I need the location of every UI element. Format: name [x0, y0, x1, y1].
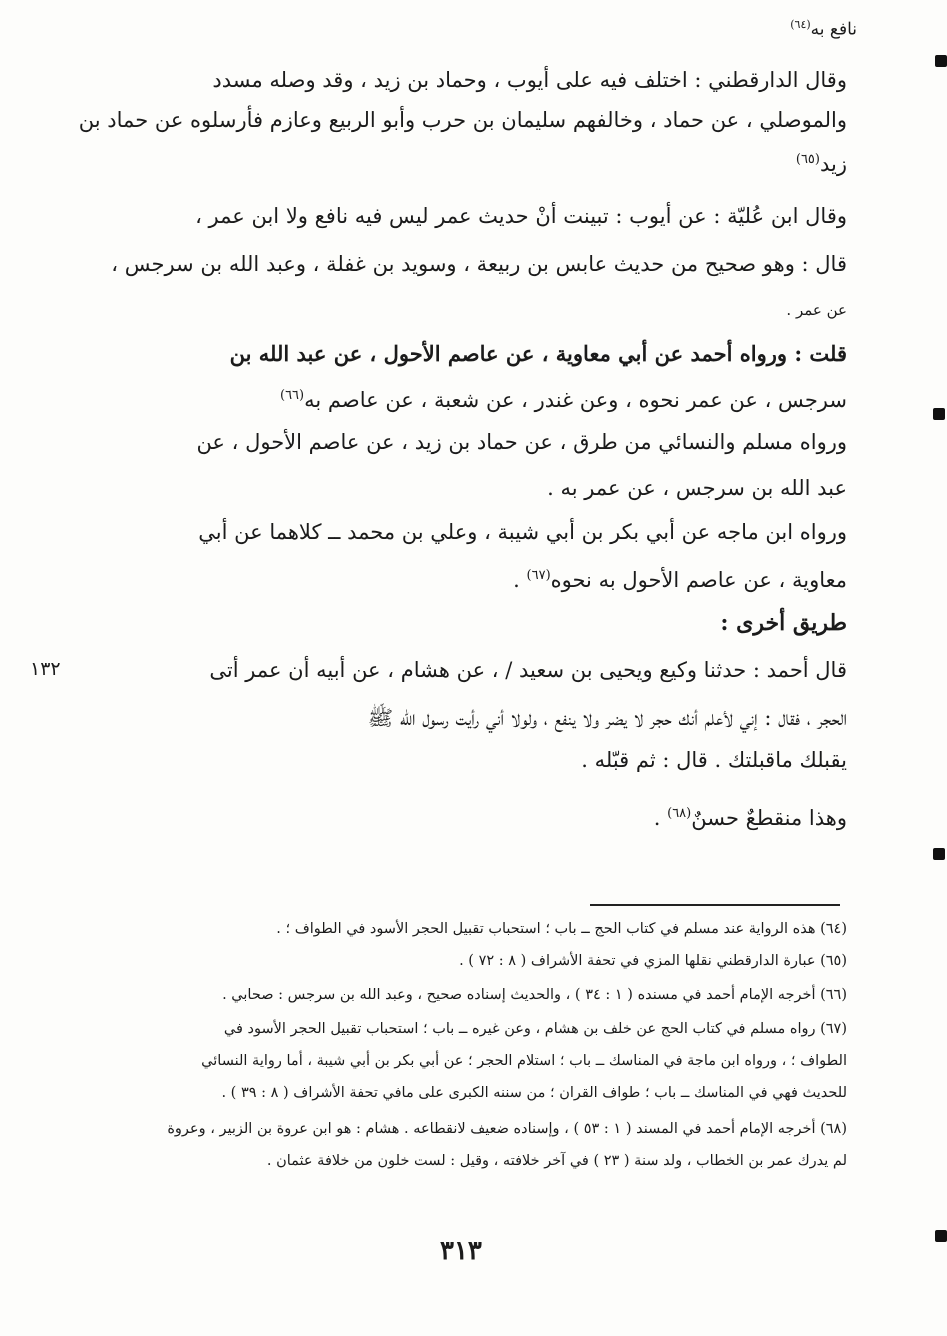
text-line: ورواه ابن ماجه عن أبي بكر بن أبي شيبة ، وعلي بن محمد ــ كلاهما عن أبي: [198, 520, 847, 544]
footnote-ref-67: (٦٧): [526, 568, 551, 583]
margin-page-marker: ١٣٢: [30, 658, 61, 680]
section-heading: طريق أخرى :: [720, 610, 847, 636]
text-line: يقبلك ماقبلتك . قال : ثم قبّله .: [581, 748, 847, 772]
running-head-text: نافع به: [810, 19, 857, 40]
footnote-line: (٦٦) أخرجه الإمام أحمد في مسنده ( ١ : ٣٤ ) ، والحديث إسناده صحيح ، وعبد الله بن سرجس : صحابي .: [222, 987, 847, 1003]
text-line: قلت : ورواه أحمد عن أبي معاوية ، عن عاصم الأحول ، عن عبد الله بن: [229, 341, 847, 366]
scan-edge-mark: [933, 408, 945, 420]
footnote-ref-64: (٦٤): [790, 18, 811, 31]
text-line: عبد الله بن سرجس ، عن عمر به .: [547, 476, 847, 500]
text-line: وقال الدارقطني : اختلف فيه على أيوب ، وحماد بن زيد ، وقد وصله مسدد: [212, 68, 847, 92]
text-line: [654, 800, 847, 832]
footnote-separator: [590, 904, 840, 906]
running-head: [790, 18, 857, 40]
scan-edge-mark: [935, 1230, 947, 1242]
scan-edge-mark: [933, 848, 945, 860]
text-line: والموصلي ، عن حماد ، وخالفهم سليمان بن حرب وأبو الربيع وعازم فأرسلوه عن حماد بن: [78, 108, 847, 132]
footnote-ref-68: (٦٨): [667, 806, 692, 821]
footnote-line: (٦٨) أخرجه الإمام أحمد في المسند ( ١ : ٥٣ ) ، وإسناده ضعيف لانقطاعه . هشام : هو ابن عروة بن الزبير ، وعروة: [167, 1121, 847, 1137]
text-line: عن عمر .: [786, 301, 847, 319]
text-fragment: .: [653, 806, 668, 830]
text-fragment: وهذا منقطعٌ حسنٌ: [691, 806, 847, 830]
text-line: [280, 382, 847, 414]
text-line: قال أحمد : حدثنا وكيع ويحيى بن سعيد / ، عن هشام ، عن أبيه أن عمر أتى: [209, 658, 847, 682]
text-line: ورواه مسلم والنسائي من طرق ، عن حماد بن زيد ، عن عاصم الأحول ، عن: [196, 430, 847, 454]
footnote-line: لم يدرك عمر بن الخطاب ، ولد سنة ( ٢٣ ) في آخر خلافته ، وقيل : لست خلون من خلافة عثمان .: [266, 1153, 847, 1169]
text-fragment: سرجس ، عن عمر نحوه ، وعن غندر ، عن شعبة ، عن عاصم به: [304, 388, 847, 412]
scan-edge-mark: [935, 55, 947, 67]
text-line: [513, 562, 847, 594]
footnote-ref-66: (٦٦): [280, 388, 305, 403]
text-fragment: .: [513, 568, 527, 592]
footnote-line: (٦٧) رواه مسلم في كتاب الحج عن خلف بن هشام ، وعن غيره ــ باب ؛ استحباب تقبيل الحجر الأسود في: [223, 1021, 847, 1037]
footnote-line: (٦٤) هذه الرواية عند مسلم في كتاب الحج ــ باب ؛ استحباب تقبيل الحجر الأسود في الطواف ؛ .: [276, 921, 847, 937]
text-line: الحجر ، فقال : إني لأعلم أنك حجر لا يضر ولا ينفع ، ولولا أني رأيت رسول الله ﷺ: [367, 706, 847, 730]
footnote-ref-65: (٦٥): [795, 152, 820, 167]
text-fragment: زيد: [819, 152, 847, 176]
page-number: ٣١٣: [440, 1236, 482, 1266]
text-line: قال : وهو صحيح من حديث عابس بن ربيعة ، وسويد بن غفلة ، وعبد الله بن سرجس ،: [111, 252, 847, 276]
footnote-line: (٦٥) عبارة الدارقطني نقلها المزي في تحفة الأشراف ( ٨ : ٧٢ ) .: [459, 953, 847, 969]
text-line: [796, 146, 847, 178]
text-line: وقال ابن عُليّة : عن أيوب : تبينت أنْ حديث عمر ليس فيه نافع ولا ابن عمر ،: [195, 204, 847, 228]
footnote-line: الطواف ؛ ، ورواه ابن ماجة في المناسك ــ باب ؛ استلام الحجر ؛ عن أبي بكر بن أبي شيبة ، أما رواية النسائي: [201, 1053, 847, 1069]
footnote-line: للحديث فهي في المناسك ــ باب ؛ طواف القران ؛ من سننه الكبرى على مافي تحفة الأشراف ( ٨ : ٣٩ ) .: [221, 1085, 847, 1101]
text-fragment: معاوية ، عن عاصم الأحول به نحوه: [550, 568, 847, 592]
